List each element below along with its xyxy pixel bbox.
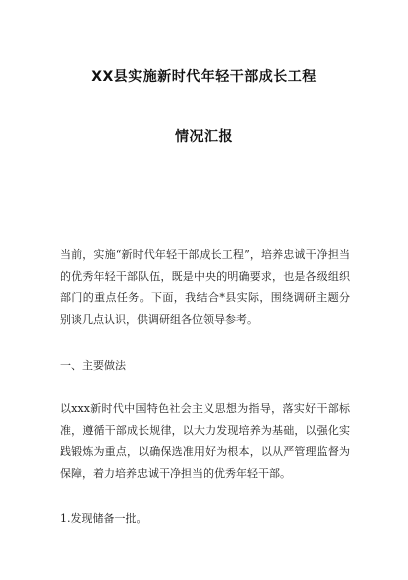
document-subtitle: 情况汇报 [175,129,233,145]
intro-paragraph: 当前，实施“新时代年轻干部成长工程”，培养忠诚干净担当的优秀年轻干部队伍，既是中央的明确要求，也是各级组织部门的重点任务。下面，我结合*县实际，围绕调研主题分别谈几点认识，供调研组各位领导参考。 [60,248,350,326]
subsection-heading: 1.发现储备一批。 [60,512,148,525]
section-heading: 一、主要做法 [60,359,126,372]
document-title: XX县实施新时代年轻干部成长工程 [91,69,317,85]
method-paragraph: 以xxx新时代中国特色社会主义思想为指导，落实好干部标准，遵循干部成长规律，以大力发现培养为基础，以强化实践锻炼为重点，以确保选准用好为根本，以从严管理监督为保障，着力培养忠诚干净担当的优秀年轻干部。 [60,402,350,480]
